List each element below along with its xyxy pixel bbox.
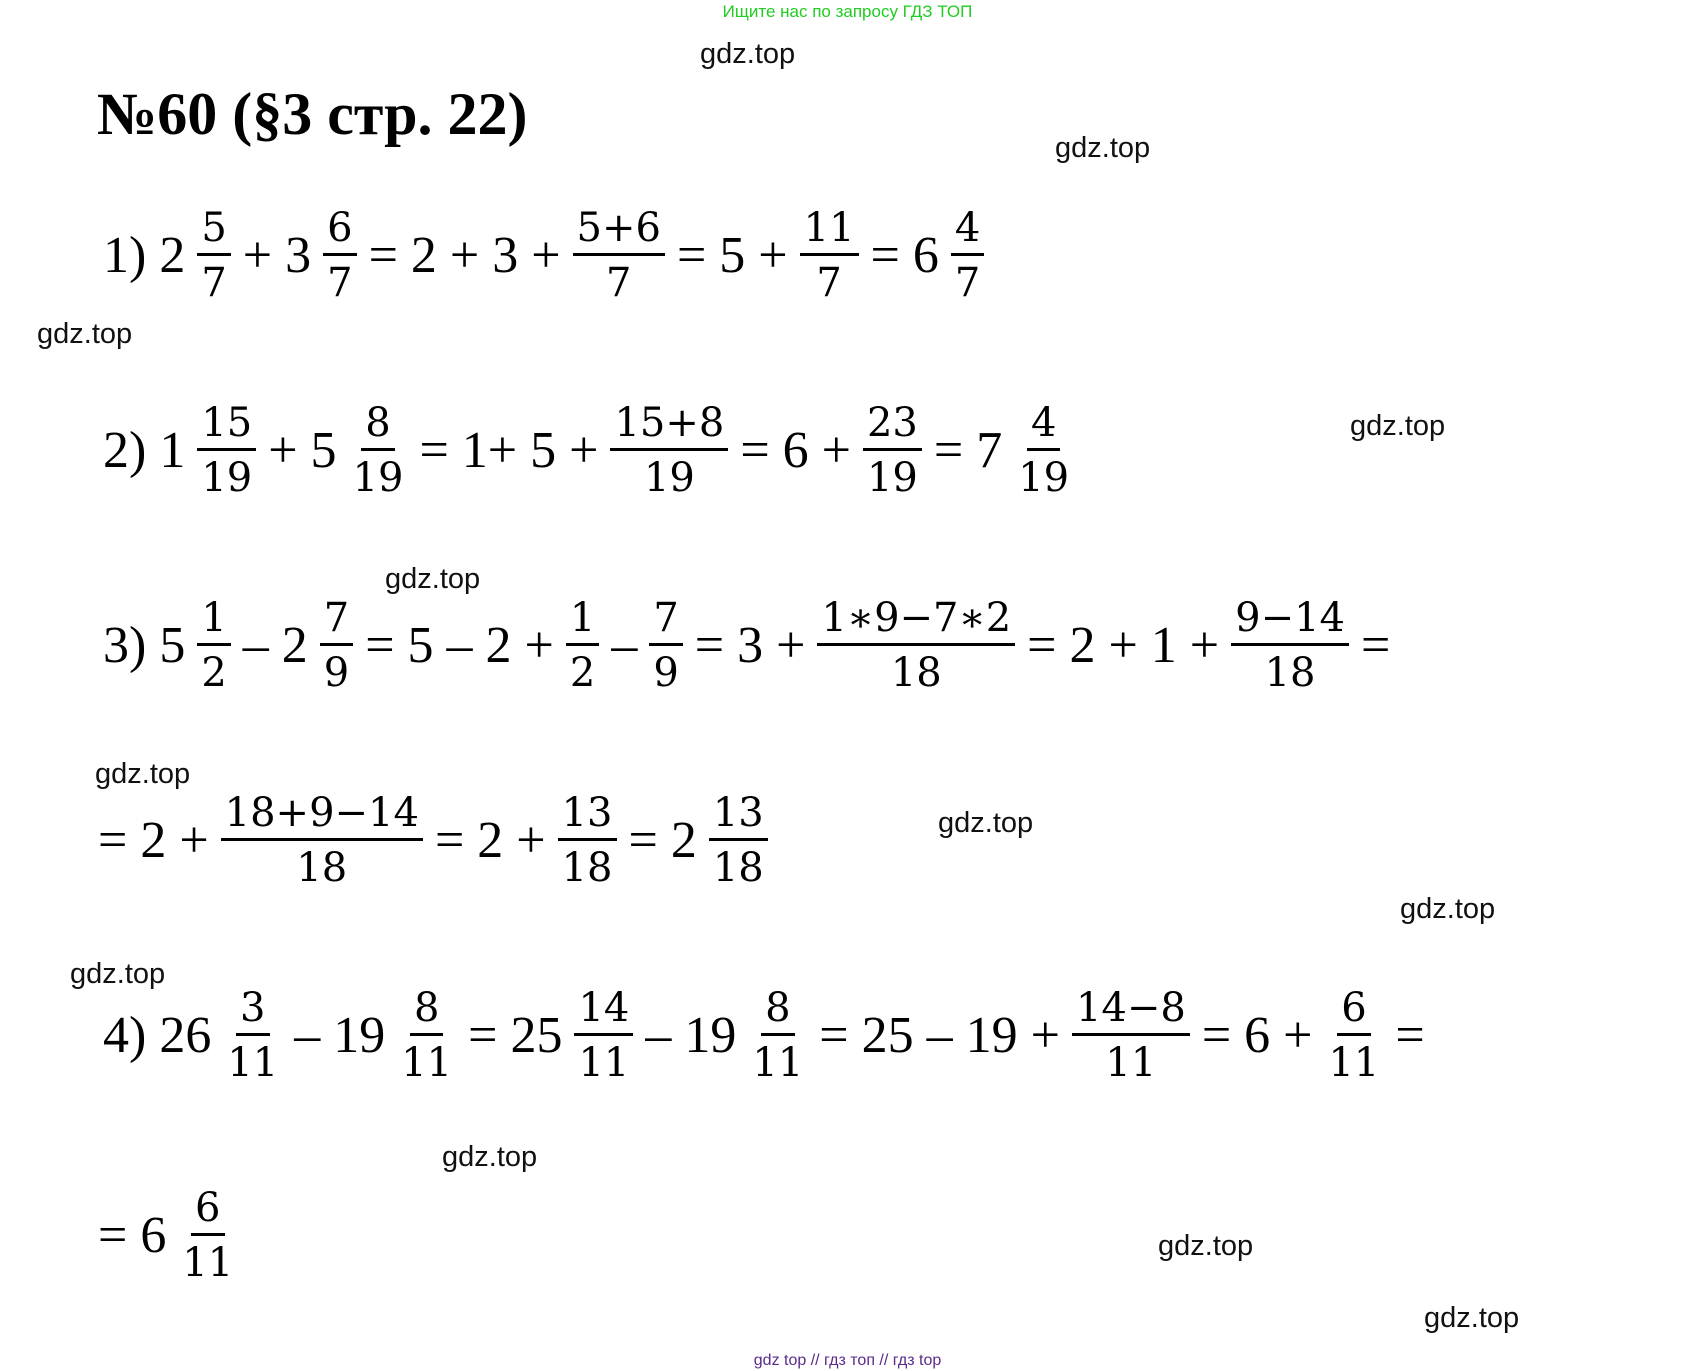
fraction: $\frac{8}{11}$ [752,985,804,1086]
expr-text: = 7 [933,421,1003,479]
equation-line-3-continued [92,790,774,891]
watermark: gdz.top [1400,893,1496,925]
fraction: $\frac{14-8}{11}$ [1072,985,1190,1086]
expr-text: 3) 5 [103,616,186,674]
expr-text: = 6 + [740,421,851,479]
equation-line-2 [97,400,1079,501]
fraction: $\frac{6}{11}$ [1328,985,1380,1086]
top-banner: Ищите нас по запросу ГДЗ ТОП [722,2,973,21]
equation-line-4 [97,985,1431,1086]
expr-text: = 5 – 2 + [365,616,554,674]
expr-text: = 3 + [694,616,806,674]
expr-text: = 6 [870,226,939,284]
page-title: №60 (§3 стр. 22) [97,81,528,147]
expr-text: = 6 + [1201,1006,1313,1064]
fraction: $\frac{18+9-14}{18}$ [221,790,423,891]
fraction: $\frac{15+8}{19}$ [610,400,728,501]
fraction: $\frac{13}{18}$ [558,790,617,891]
watermark: gdz.top [1055,132,1151,164]
expr-text: – [611,616,638,674]
fraction: $\frac{14}{11}$ [574,985,633,1086]
expr-text: = 25 [468,1006,563,1064]
expr-text: – 19 [294,1006,386,1064]
fraction: $\frac{15}{19}$ [197,400,256,501]
fraction: $\frac{8}{11}$ [401,985,453,1086]
watermark: gdz.top [1158,1230,1254,1262]
expr-text: = 6 [98,1206,167,1264]
expr-text: = 1+ 5 + [419,421,599,479]
watermark: gdz.top [385,563,481,595]
expr-text: 4) 26 [103,1006,212,1064]
fraction: $\frac{6}{7}$ [323,205,356,306]
fraction: $\frac{4}{7}$ [951,205,984,306]
fraction: $\frac{3}{11}$ [227,985,279,1086]
expr-text: 1) 2 [103,226,186,284]
watermark: gdz.top [37,318,133,350]
expr-text: = 2 + [98,811,209,869]
expr-text: = [1395,1006,1425,1064]
watermark: gdz.top [1424,1302,1520,1334]
watermark: gdz.top [938,807,1034,839]
expr-text: – 19 [645,1006,737,1064]
watermark: gdz.top [95,758,191,790]
equation-line-4-continued [92,1185,243,1286]
watermark: gdz.top [1350,410,1446,442]
expr-text: = 25 – 19 + [819,1006,1060,1064]
fraction: $\frac{5}{7}$ [197,205,230,306]
expr-text: = [1361,616,1391,674]
watermark: gdz.top [700,38,796,70]
fraction: $\frac{13}{18}$ [709,790,768,891]
fraction: $\frac{8}{19}$ [352,400,404,501]
fraction: $\frac{7}{9}$ [649,595,682,696]
fraction: $\frac{6}{11}$ [182,1185,234,1286]
expr-text: = 2 + 1 + [1027,616,1220,674]
expr-text: = 5 + [676,226,788,284]
expr-text: + 5 [268,421,337,479]
expr-text: = 2 + [434,811,546,869]
fraction: $\frac{11}{7}$ [800,205,859,306]
bottom-banner: gdz top // гдз топ // гдз top [753,1352,942,1369]
watermark: gdz.top [70,958,166,990]
watermark: gdz.top [442,1141,538,1173]
equation-line-3 [97,595,1396,696]
fraction: $\frac{23}{19}$ [863,400,922,501]
fraction: $\frac{7}{9}$ [320,595,353,696]
expr-text: = 2 [628,811,697,869]
expr-text: – 2 [242,616,308,674]
fraction: $\frac{1∗9-7∗2}{18}$ [817,595,1015,696]
fraction: $\frac{5+6}{7}$ [573,205,665,306]
expr-text: + 3 [242,226,312,284]
fraction: $\frac{1}{2}$ [197,595,230,696]
expr-text: = 2 + 3 + [368,226,561,284]
expr-text: 2) 1 [103,421,186,479]
fraction: $\frac{1}{2}$ [566,595,599,696]
fraction: $\frac{4}{19}$ [1018,400,1070,501]
equation-line-1 [97,205,990,306]
fraction: $\frac{9-14}{18}$ [1231,595,1349,696]
